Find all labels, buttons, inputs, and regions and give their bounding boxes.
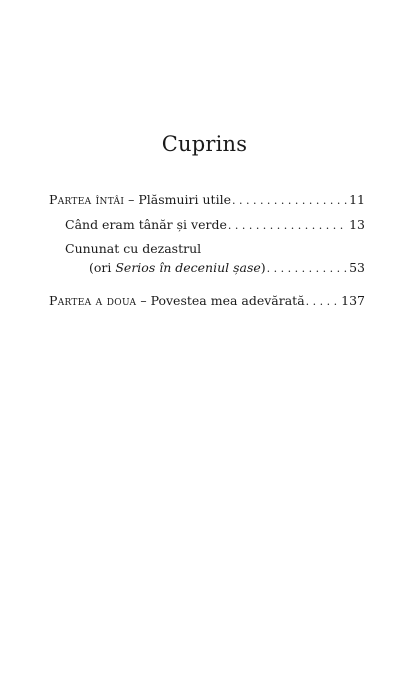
dot-leader: [232, 191, 347, 211]
toc-entry-chapter-two: [49, 258, 365, 279]
page-number: 13: [349, 217, 365, 232]
chapter-subtitle: [65, 258, 266, 278]
part-title: Plăsmuiri utile: [138, 192, 231, 207]
toc-entry-text: [49, 291, 305, 311]
paren-open: (ori: [89, 260, 116, 275]
table-of-contents: [49, 190, 365, 312]
toc-entry-part-one: [49, 190, 365, 211]
toc-entry-chapter-one: [49, 215, 365, 236]
part-label: Partea întâi: [49, 192, 125, 207]
dot-leader: [267, 259, 347, 279]
chapter-title-line-one: Cununat cu dezastrul: [65, 241, 202, 256]
paren-close: ): [260, 260, 266, 275]
dot-leader: [306, 292, 339, 312]
toc-entry-text: [49, 190, 231, 210]
dot-leader: [228, 216, 347, 236]
page-title: Cuprins: [161, 132, 248, 156]
page-number: 53: [349, 260, 365, 275]
subtitle-italic: Serios în deceniul șase: [115, 260, 261, 275]
part-label: Partea a doua: [49, 293, 137, 308]
chapter-title: Când eram tânăr și verde: [65, 217, 227, 232]
toc-entry-part-two: [49, 291, 365, 312]
separator: –: [124, 192, 139, 207]
page-number: 137: [341, 293, 365, 308]
separator: –: [136, 293, 151, 308]
page-number: 11: [349, 192, 365, 207]
part-title: Povestea mea adevărată: [150, 293, 305, 308]
